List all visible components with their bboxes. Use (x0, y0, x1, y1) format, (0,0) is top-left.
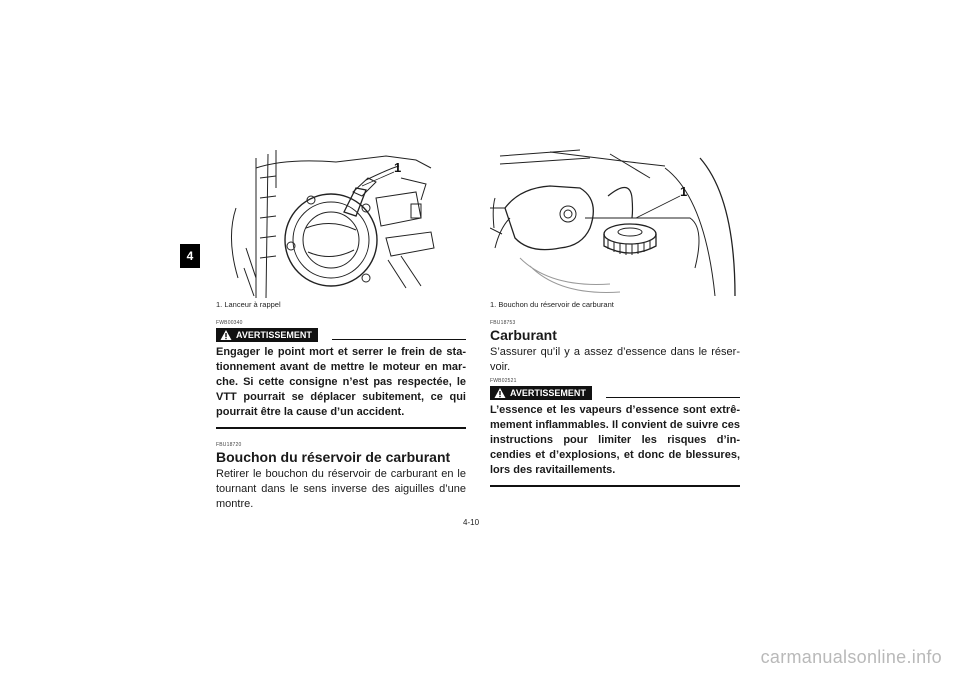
warning-label: AVERTISSEMENT (510, 388, 586, 398)
warning-code: FWB00340 (216, 320, 243, 326)
warning-triangle-icon (494, 387, 506, 399)
section-title: Carburant (490, 327, 557, 343)
warning-label: AVERTISSEMENT (236, 330, 312, 340)
warning-triangle-icon (220, 329, 232, 341)
right-text-block (490, 320, 740, 487)
warning-header (490, 386, 740, 400)
warning-badge (216, 328, 318, 342)
recoil-starter-illustration (216, 148, 466, 298)
warning-bottom-rule (216, 427, 466, 429)
warning-text: Engager le point mort et serrer le frein de sta-tionnement avant de mettre le moteur en mar-che. Si cette consigne n’est pas respectée, le VTT pourrait se déplacer subitement, ce qui pourrait être la cause d’un accident. (216, 346, 466, 418)
warning-rule (332, 339, 466, 340)
section-text: S’assurer qu’il y a assez d’essence dans le réser-voir. (490, 346, 740, 373)
page-number: 4-10 (463, 518, 480, 527)
warning-badge (490, 386, 592, 400)
section-text: Retirer le bouchon du réservoir de carburant en le tournant dans le sens inverse des aiguilles d’une montre. (216, 467, 466, 510)
fuel-cap-illustration (490, 148, 740, 298)
section-code: FBU18720 (216, 441, 242, 448)
figure-callout-1: 1 (394, 160, 402, 175)
warning-code: FWB02521 (490, 378, 517, 384)
warning-header (216, 328, 466, 342)
warning-text: L’essence et les vapeurs d’essence sont extrê-mement inflammables. Il convient de suivre ces instructions pour limiter les risques d’in-cendies et d’explosions, et donc de blessures, lors des ravitaillements. (490, 404, 740, 476)
watermark: carmanualsonline.info (760, 647, 942, 667)
figure-caption: 1. Bouchon du réservoir de carburant (490, 300, 614, 309)
section-code: FBU18753 (490, 320, 516, 326)
chapter-tab: 4 (180, 244, 200, 268)
warning-rule (606, 397, 740, 398)
figure-callout-1: 1 (680, 184, 688, 199)
fuel-cap-figure (490, 148, 740, 298)
recoil-starter-figure (216, 148, 466, 298)
warning-bottom-rule (490, 485, 740, 487)
left-text-block (216, 320, 466, 512)
section-title: Bouchon du réservoir de carburant (216, 448, 451, 465)
figure-caption: 1. Lanceur à rappel (216, 300, 281, 309)
